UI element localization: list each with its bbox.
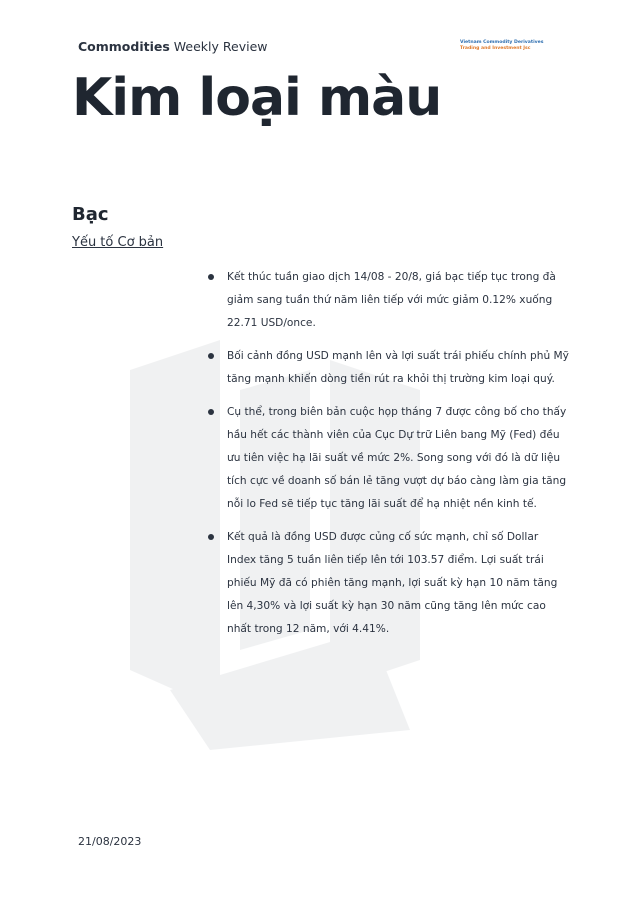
bullet-item: Cụ thể, trong biên bản cuộc họp tháng 7 được công bố cho thấy hầu hết các thành viên của Cục Dự trữ Liên bang Mỹ (Fed) đều ưu tiên việc hạ lãi suất về mức 2%. Song song với đó là dữ liệu tích cực về doanh số bán lẻ tăng vượt dự báo càng làm gia tăng nỗi lo Fed sẽ tiếp tục tăng lãi suất để hạ nhiệt nền kinh tế. <box>206 401 570 516</box>
bullet-item: Kết quả là đồng USD được củng cố sức mạnh, chỉ số Dollar Index tăng 5 tuần liên tiếp lên tới 103.57 điểm. Lợi suất trái phiếu Mỹ đã có phiên tăng mạnh, lợi suất kỳ hạn 10 năm tăng lên 4,30% và lợi suất kỳ hạn 30 năm cũng tăng lên mức cao nhất trong 12 năm, với 4.41%. <box>206 526 570 641</box>
section-title: Bạc <box>72 204 109 225</box>
page-title: Kim loại màu <box>72 68 442 128</box>
section-subtitle: Yếu tố Cơ bản <box>72 235 164 250</box>
brand-rest: Weekly Review <box>173 39 268 54</box>
company-name-line2: Trading and Investment Jsc <box>460 46 531 51</box>
report-date: 21/08/2023 <box>78 835 142 848</box>
brand-bold: Commodities <box>78 39 170 54</box>
company-logo <box>460 40 544 52</box>
bullet-item: Kết thúc tuần giao dịch 14/08 - 20/8, giá bạc tiếp tục trong đà giảm sang tuần thứ năm liên tiếp với mức giảm 0.12% xuống 22.71 USD/once. <box>206 266 570 335</box>
bullet-item: Bối cảnh đồng USD mạnh lên và lợi suất trái phiếu chính phủ Mỹ tăng mạnh khiến dòng tiền rút ra khỏi thị trường kim loại quý. <box>206 345 570 391</box>
report-header <box>78 39 268 54</box>
company-name-line1: Vietnam Commodity Derivatives <box>460 40 544 45</box>
bullet-list <box>206 266 570 651</box>
